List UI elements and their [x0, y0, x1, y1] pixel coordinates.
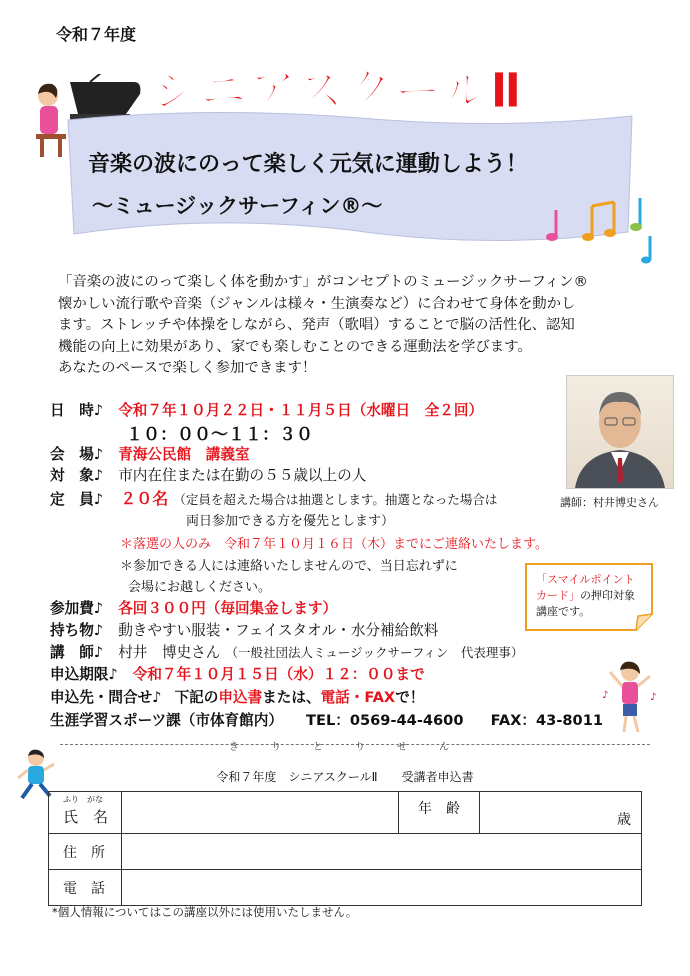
intro-line: 機能の向上に効果があり、家でも楽しむことのできる運動法を学びます。 [58, 338, 532, 355]
apply-text: で！ [395, 689, 425, 706]
target-label: 対 象♪ [50, 467, 104, 484]
target-row [50, 464, 366, 485]
fax-number: FAX：43-8011 [490, 712, 604, 729]
svg-text:♪: ♪ [650, 692, 657, 703]
subtitle-line-1: 音楽の波にのって楽しく元気に運動しよう！ [88, 152, 528, 177]
capacity-value: ２０名 [120, 489, 169, 508]
time-value: １０：００～１１：３０ [126, 425, 313, 445]
svg-text:♪: ♪ [602, 690, 609, 701]
apply-text: 下記の [174, 689, 219, 706]
age-input-cell[interactable] [480, 792, 642, 834]
items-row [50, 619, 438, 640]
venue-row [50, 443, 250, 464]
items-label: 持ち物♪ [50, 622, 104, 639]
deadline-value: 令和７年１０月１５日（水）１２：００まで [132, 666, 425, 683]
apply-form-ref: 申込書 [218, 689, 263, 706]
instructor-row [50, 641, 523, 662]
department: 生涯学習スポーツ課（市体育館内） [50, 712, 283, 729]
instructor-value: 村井 博史さん [118, 644, 221, 661]
contact-row [50, 709, 603, 730]
year-label: 令和７年度 [56, 25, 137, 44]
intro-line: 「音楽の波にのって楽しく体を動かす」がコンセプトのミュージックサーフィン® [58, 274, 588, 290]
capacity-row [50, 486, 497, 509]
attend-note-1: ＊参加できる人には連絡いたしませんので、当日忘れずに [120, 559, 458, 574]
dancing-girl-illustration [600, 656, 662, 736]
fee-row [50, 597, 337, 618]
capacity-note: （定員を超えた場合は抽選とします。抽選となった場合は [173, 492, 498, 507]
application-form [48, 791, 642, 906]
items-value: 動きやすい服装・フェイスタオル・水分補給飲料 [118, 622, 439, 639]
age-label: 年 齢 [399, 792, 480, 834]
cut-line-label: きりとりせん [229, 742, 481, 753]
phone-input-cell[interactable] [122, 870, 642, 906]
intro-line: 懐かしい流行歌や音楽（ジャンルは様々・生演奏など）に合わせて身体を動かし [58, 295, 576, 312]
smile-line-2b: の押印対象 [580, 589, 635, 602]
page-title: シニアスクールⅡ [150, 63, 523, 119]
subtitle-line-2: ～ミュージックサーフィン®～ [92, 194, 383, 218]
capacity-note-2: 両日参加できる方を優先とします） [186, 514, 395, 529]
attend-note-2: 会場にお越しください。 [128, 580, 272, 595]
date-value: 令和７年１０月２２日・１１月５日（水曜日 全２回） [118, 402, 484, 419]
name-input-cell[interactable] [122, 792, 399, 834]
apply-text: または、 [262, 689, 321, 706]
age-unit: 歳 [617, 812, 631, 828]
target-value: 市内在住または在勤の５５歳以上の人 [118, 467, 367, 484]
apply-label: 申込先・問合せ♪ [50, 689, 162, 706]
smile-line-1: 「スマイルポイント [536, 573, 635, 586]
apply-row [50, 686, 424, 707]
intro-line: あなたのペースで楽しく参加できます！ [58, 360, 317, 376]
deadline-row [50, 663, 425, 684]
name-ruby: ふり がな [63, 795, 103, 804]
instructor-label: 講 師♪ [50, 644, 104, 661]
instructor-photo [566, 375, 674, 489]
intro-text [58, 272, 658, 380]
address-input-cell[interactable] [122, 834, 642, 870]
intro-line: ます。ストレッチや体操をしながら、発声（歌唱）することで脳の活性化、認知 [58, 317, 575, 333]
date-row [50, 399, 483, 420]
name-label-cell [49, 792, 122, 834]
name-label: 氏 名 [63, 808, 109, 826]
capacity-label: 定 員♪ [50, 491, 104, 508]
tel-number: TEL：0569-44-4600 [306, 712, 464, 729]
smile-point-text [536, 572, 635, 620]
privacy-note: *個人情報についてはこの講座以外には使用いたしません。 [52, 905, 358, 919]
date-label: 日 時♪ [50, 402, 104, 419]
address-label: 住 所 [49, 834, 122, 870]
instructor-org: （一般社団法人ミュージックサーフィン 代表理事） [225, 645, 524, 660]
smile-line-3: 講座です。 [536, 605, 591, 618]
venue-value: 青海公民館 講義室 [118, 446, 250, 463]
fee-label: 参加費♪ [50, 600, 104, 617]
fee-value: 各回３００円（毎回集金します） [118, 600, 338, 617]
form-title: 令和７年度 シニアスクールⅡ 受講者申込書 [216, 770, 474, 784]
phone-label: 電 話 [49, 870, 122, 906]
music-notes-icon [540, 192, 660, 266]
smile-line-2: カード」 [536, 589, 580, 602]
lottery-note: ＊落選の人のみ 令和７年１０月１６日（木）までにご連絡いたします。 [120, 537, 548, 552]
deadline-label: 申込期限♪ [50, 666, 118, 683]
venue-label: 会 場♪ [50, 446, 104, 463]
photo-caption: 講師：村井博史さん [560, 496, 659, 509]
apply-phone-fax: 電話・FAX [320, 689, 396, 706]
